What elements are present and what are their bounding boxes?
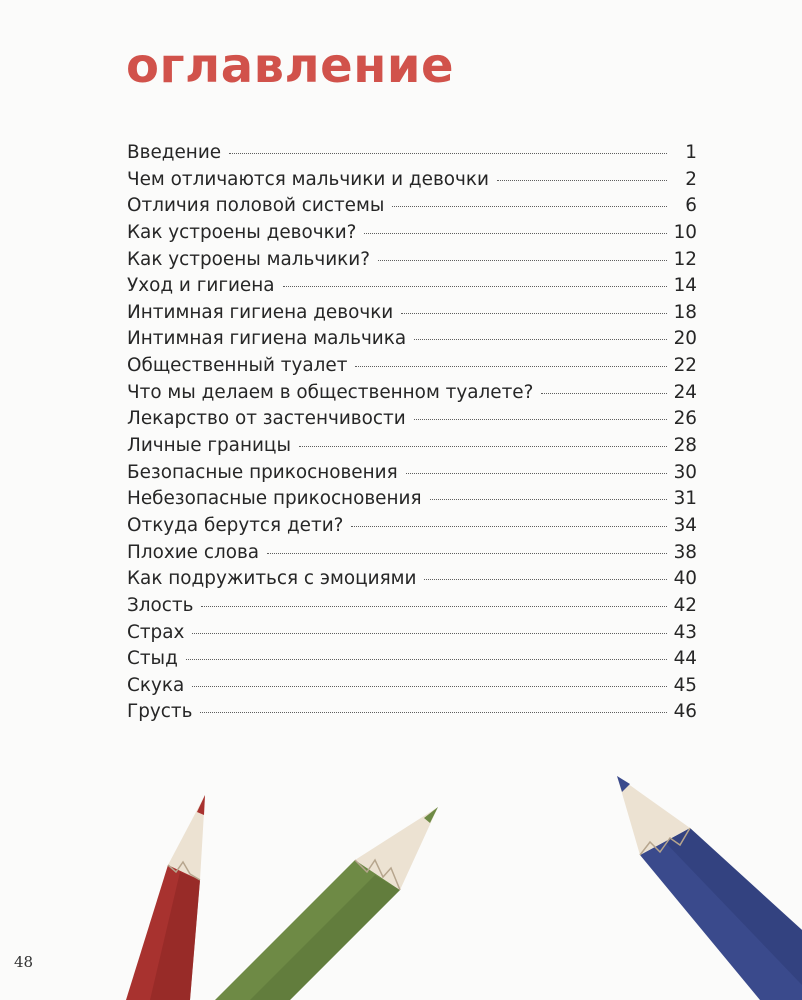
toc-entry-page-number: 30	[673, 461, 697, 483]
toc-entry	[127, 460, 697, 487]
toc-dot-leader	[351, 526, 667, 527]
toc-entry-title: Отличия половой системы	[127, 195, 385, 217]
toc-entry-page-number: 1	[685, 142, 697, 163]
toc-entry	[127, 353, 697, 380]
page-title: оглавление	[126, 38, 455, 94]
toc-dot-leader	[192, 633, 667, 634]
red-pencil-icon	[126, 795, 205, 1000]
toc-entry-page-number: 20	[673, 328, 697, 350]
toc-dot-leader	[200, 712, 667, 713]
toc-entry-page-number: 26	[673, 408, 697, 430]
green-pencil-icon	[215, 807, 438, 1000]
toc-dot-leader	[424, 579, 667, 580]
toc-entry-page-number: 43	[673, 621, 697, 643]
table-of-contents	[127, 140, 697, 726]
toc-entry-title: Грусть	[127, 701, 193, 723]
toc-entry	[127, 513, 697, 540]
toc-entry-page-number: 38	[673, 541, 697, 563]
toc-dot-leader	[299, 446, 667, 447]
toc-dot-leader	[541, 393, 667, 394]
toc-entry-title: Откуда берутся дети?	[127, 514, 344, 536]
toc-dot-leader	[283, 286, 667, 287]
toc-entry-title: Как подружиться с эмоциями	[127, 568, 417, 590]
toc-entry	[127, 140, 697, 167]
toc-entry	[127, 673, 697, 700]
toc-dot-leader	[401, 313, 667, 314]
toc-entry-page-number: 22	[673, 355, 697, 377]
toc-entry-title: Безопасные прикосновения	[127, 461, 398, 483]
toc-dot-leader	[414, 419, 667, 420]
toc-entry	[127, 699, 697, 726]
toc-entry-page-number: 28	[673, 435, 697, 457]
toc-entry	[127, 433, 697, 460]
toc-dot-leader	[186, 659, 667, 660]
toc-entry-page-number: 10	[673, 221, 697, 243]
toc-entry-title: Личные границы	[127, 435, 291, 457]
toc-dot-leader	[378, 260, 667, 261]
toc-entry	[127, 646, 697, 673]
toc-entry-title: Лекарство от застенчивости	[127, 408, 406, 430]
toc-entry	[127, 486, 697, 513]
toc-entry-page-number: 34	[673, 514, 697, 536]
toc-dot-leader	[355, 366, 667, 367]
toc-entry-title: Злость	[127, 594, 194, 616]
page-number: 48	[14, 953, 34, 971]
toc-dot-leader	[430, 499, 667, 500]
toc-entry-title: Стыд	[127, 648, 178, 670]
blue-pencil-icon	[617, 776, 802, 1000]
toc-entry-title: Как устроены мальчики?	[127, 248, 370, 270]
toc-entry-page-number: 24	[673, 381, 697, 403]
toc-dot-leader	[201, 606, 667, 607]
toc-entry-title: Что мы делаем в общественном туалете?	[127, 381, 534, 403]
toc-dot-leader	[414, 339, 667, 340]
toc-entry-title: Введение	[127, 142, 222, 163]
toc-entry	[127, 247, 697, 274]
toc-dot-leader	[392, 206, 667, 207]
toc-entry-title: Страх	[127, 621, 185, 643]
toc-entry-title: Уход и гигиена	[127, 275, 275, 297]
toc-entry	[127, 220, 697, 247]
toc-entry-page-number: 6	[685, 195, 697, 217]
toc-entry	[127, 406, 697, 433]
toc-entry-title: Интимная гигиена девочки	[127, 301, 394, 323]
toc-entry-title: Интимная гигиена мальчика	[127, 328, 407, 350]
toc-entry-page-number: 44	[673, 648, 697, 670]
toc-entry-page-number: 46	[673, 701, 697, 723]
toc-dot-leader	[364, 233, 667, 234]
toc-entry-page-number: 40	[673, 568, 697, 590]
toc-entry	[127, 620, 697, 647]
toc-dot-leader	[497, 180, 667, 181]
toc-entry	[127, 273, 697, 300]
toc-entry-page-number: 18	[673, 301, 697, 323]
toc-entry-page-number: 45	[673, 674, 697, 696]
toc-entry-title: Общественный туалет	[127, 355, 348, 377]
toc-entry	[127, 326, 697, 353]
toc-entry-title: Чем отличаются мальчики и девочки	[127, 168, 489, 190]
toc-entry	[127, 167, 697, 194]
toc-entry	[127, 540, 697, 567]
toc-entry	[127, 300, 697, 327]
toc-entry	[127, 593, 697, 620]
toc-entry-page-number: 14	[673, 275, 697, 297]
toc-entry-title: Скука	[127, 674, 185, 696]
toc-entry	[127, 566, 697, 593]
toc-dot-leader	[406, 473, 667, 474]
toc-entry-page-number: 12	[673, 248, 697, 270]
toc-entry-title: Как устроены девочки?	[127, 221, 357, 243]
toc-entry-page-number: 31	[673, 488, 697, 510]
toc-entry-title: Плохие слова	[127, 541, 260, 563]
toc-entry-page-number: 42	[673, 594, 697, 616]
toc-entry-title: Небезопасные прикосновения	[127, 488, 422, 510]
toc-dot-leader	[267, 553, 667, 554]
toc-entry	[127, 380, 697, 407]
toc-dot-leader	[229, 153, 667, 154]
toc-entry-page-number: 2	[685, 168, 697, 190]
toc-entry	[127, 193, 697, 220]
toc-dot-leader	[192, 686, 667, 687]
